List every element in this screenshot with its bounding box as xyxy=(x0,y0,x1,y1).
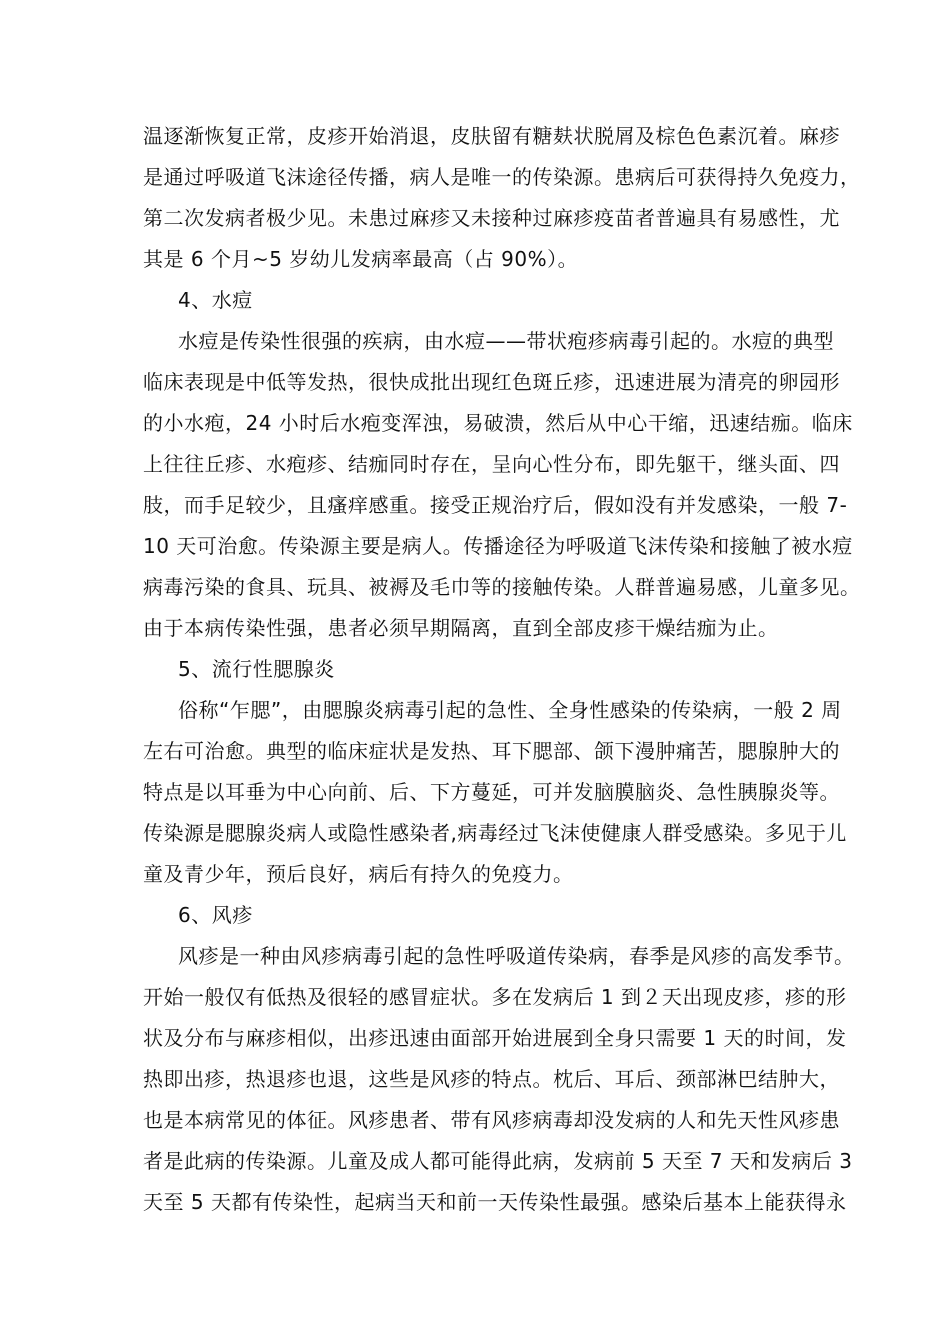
text-line: 特点是以耳垂为中心向前、后、下方蔓延，可并发脑膜脑炎、急性胰腺炎等。 xyxy=(143,780,840,804)
text-line: 温逐渐恢复正常，皮疹开始消退，皮肤留有糖麸状脱屑及棕色色素沉着。麻疹 xyxy=(143,124,840,148)
text-line: 10 天可治愈。传染源主要是病人。传播途径为呼吸道飞沫传染和接触了被水痘 xyxy=(143,534,853,558)
text-line: 也是本病常见的体征。风疹患者、带有风疹病毒却没发病的人和先天性风疹患 xyxy=(143,1108,840,1132)
text-line: 状及分布与麻疹相似，出疹迅速由面部开始进展到全身只需要 1 天的时间，发 xyxy=(143,1026,847,1050)
text-line: 是通过呼吸道飞沫途径传播，病人是唯一的传染源。患病后可获得持久免疫力， xyxy=(143,165,861,189)
text-line: 的小水疱，24 小时后水疱变浑浊，易破溃，然后从中心干缩，迅速结痂。临床 xyxy=(143,411,853,435)
text-line: 者是此病的传染源。儿童及成人都可能得此病，发病前 5 天至 7 天和发病后 3 xyxy=(143,1149,853,1173)
text-line: 肢，而手足较少，且瘙痒感重。接受正规治疗后，假如没有并发感染，一般 7- xyxy=(143,493,848,517)
text-line: 第二次发病者极少见。未患过麻疹又未接种过麻疹疫苗者普遍具有易感性，尤 xyxy=(143,206,840,230)
text-line: 风疹是一种由风疹病毒引起的急性呼吸道传染病，春季是风疹的高发季节。 xyxy=(178,944,855,968)
text-line: 其是 6 个月~5 岁幼儿发病率最高（占 90%）。 xyxy=(143,247,579,271)
text-line: 水痘是传染性很强的疾病，由水痘——带状疱疹病毒引起的。水痘的典型 xyxy=(178,329,834,353)
text-line: 病毒污染的食具、玩具、被褥及毛巾等的接触传染。人群普遍易感，儿童多见。 xyxy=(143,575,861,599)
text-line: 天至 5 天都有传染性，起病当天和前一天传染性最强。感染后基本上能获得永 xyxy=(143,1190,847,1214)
section-heading: 6、风疹 xyxy=(178,903,253,927)
text-line: 开始一般仅有低热及很轻的感冒症状。多在发病后 1 到２天出现皮疹，疹的形 xyxy=(143,985,847,1009)
text-line: 左右可治愈。典型的临床症状是发热、耳下腮部、颌下漫肿痛苦，腮腺肿大的 xyxy=(143,739,840,763)
text-line: 热即出疹，热退疹也退，这些是风疹的特点。枕后、耳后、颈部淋巴结肿大， xyxy=(143,1067,840,1091)
section-heading: 4、水痘 xyxy=(178,288,253,312)
text-line: 由于本病传染性强，患者必须早期隔离，直到全部皮疹干燥结痂为止。 xyxy=(143,616,779,640)
text-line: 上往往丘疹、水疱疹、结痂同时存在，呈向心性分布，即先躯干，继头面、四 xyxy=(143,452,840,476)
text-line: 俗称“乍腮”，由腮腺炎病毒引起的急性、全身性感染的传染病，一般 2 周 xyxy=(178,698,842,722)
text-line: 童及青少年，预后良好，病后有持久的免疫力。 xyxy=(143,862,574,886)
text-line: 临床表现是中低等发热，很快成批出现红色斑丘疹，迅速进展为清亮的卵园形 xyxy=(143,370,840,394)
section-heading: 5、流行性腮腺炎 xyxy=(178,657,335,681)
text-line: 传染源是腮腺炎病人或隐性感染者,病毒经过飞沫使健康人群受感染。多见于儿 xyxy=(143,821,847,845)
